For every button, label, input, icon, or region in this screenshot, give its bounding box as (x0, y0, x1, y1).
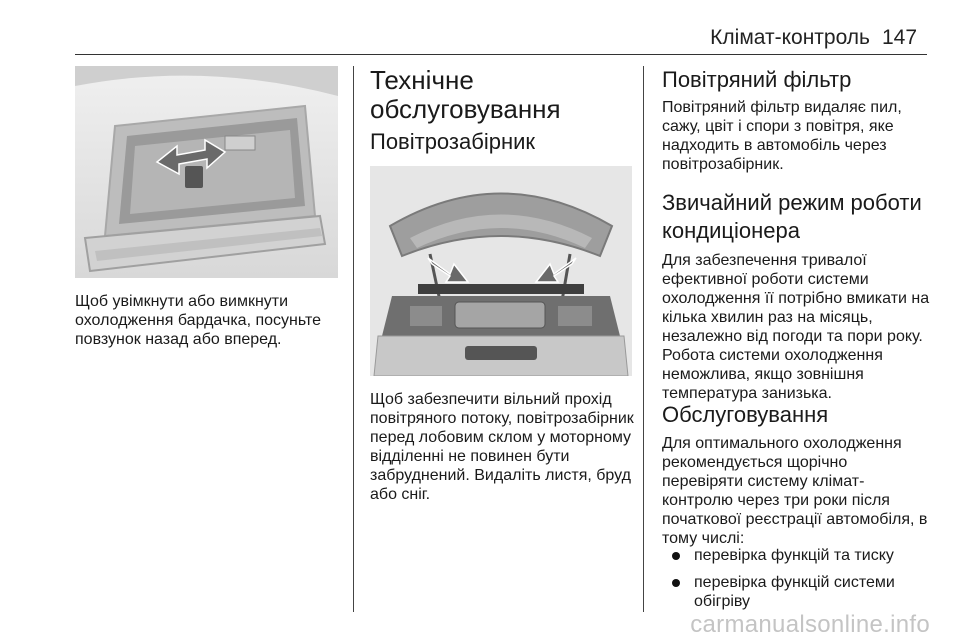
list-item: перевірка функцій системи обігріву (662, 573, 932, 611)
air-filter-body: Повітряний фільтр видаляє пил, сажу, цвіт і спори з повітря, яке надходить в автомобіль через повітрозабірник. (662, 99, 902, 173)
glovebox-figure (75, 66, 338, 278)
page-number: 147 (882, 26, 918, 49)
header-rule (75, 54, 927, 55)
watermark: carmanualsonline.info (690, 611, 930, 638)
subheading-air-intake: Повітрозабірник (370, 129, 536, 154)
heading-ac-normal-mode: Звичайний режим роботи кондиціонера (662, 190, 922, 243)
hood-figure (370, 166, 632, 376)
service-checklist (662, 546, 932, 619)
column-divider-left (353, 66, 354, 612)
heading-air-filter: Повітряний фільтр (662, 67, 852, 92)
list-item: перевірка функцій та тиску (662, 546, 932, 565)
glovebox-caption: Щоб увімкнути або вимкнути охолодження бардачка, посуньте повзунок назад або вперед. (75, 293, 321, 348)
service-body: Для оптимального охолодження рекомендується щорічно перевіряти систему клімат-контролю через три роки після початкової реєстрації автомобіля, в тому числі: (662, 435, 928, 547)
ac-normal-mode-body: Для забезпечення тривалої ефективної роботи системи охолодження її потрібно вмикати на кілька хвилин раз на місяць, незалежно від погоди та пори року. Робота системи охолодження неможлива, якщо зовнішня температура занизька. (662, 252, 930, 402)
section-heading-maintenance: Технічне обслуговування (370, 65, 561, 124)
air-intake-body: Щоб забезпечити вільний прохід повітряного потоку, повітрозабірник перед лобовим склом у моторному відділенні не повинен бути забруднений. Видаліть листя, бруд або сніг. (370, 391, 634, 503)
open-hood-engine-illustration-icon (370, 166, 632, 376)
glovebox-arrow-illustration-icon (75, 66, 338, 278)
running-header-title: Клімат-контроль (710, 26, 870, 49)
heading-service: Обслуговування (662, 402, 829, 427)
column-divider-right (643, 66, 644, 612)
bullet-icon (672, 552, 680, 560)
bullet-icon (672, 579, 680, 587)
